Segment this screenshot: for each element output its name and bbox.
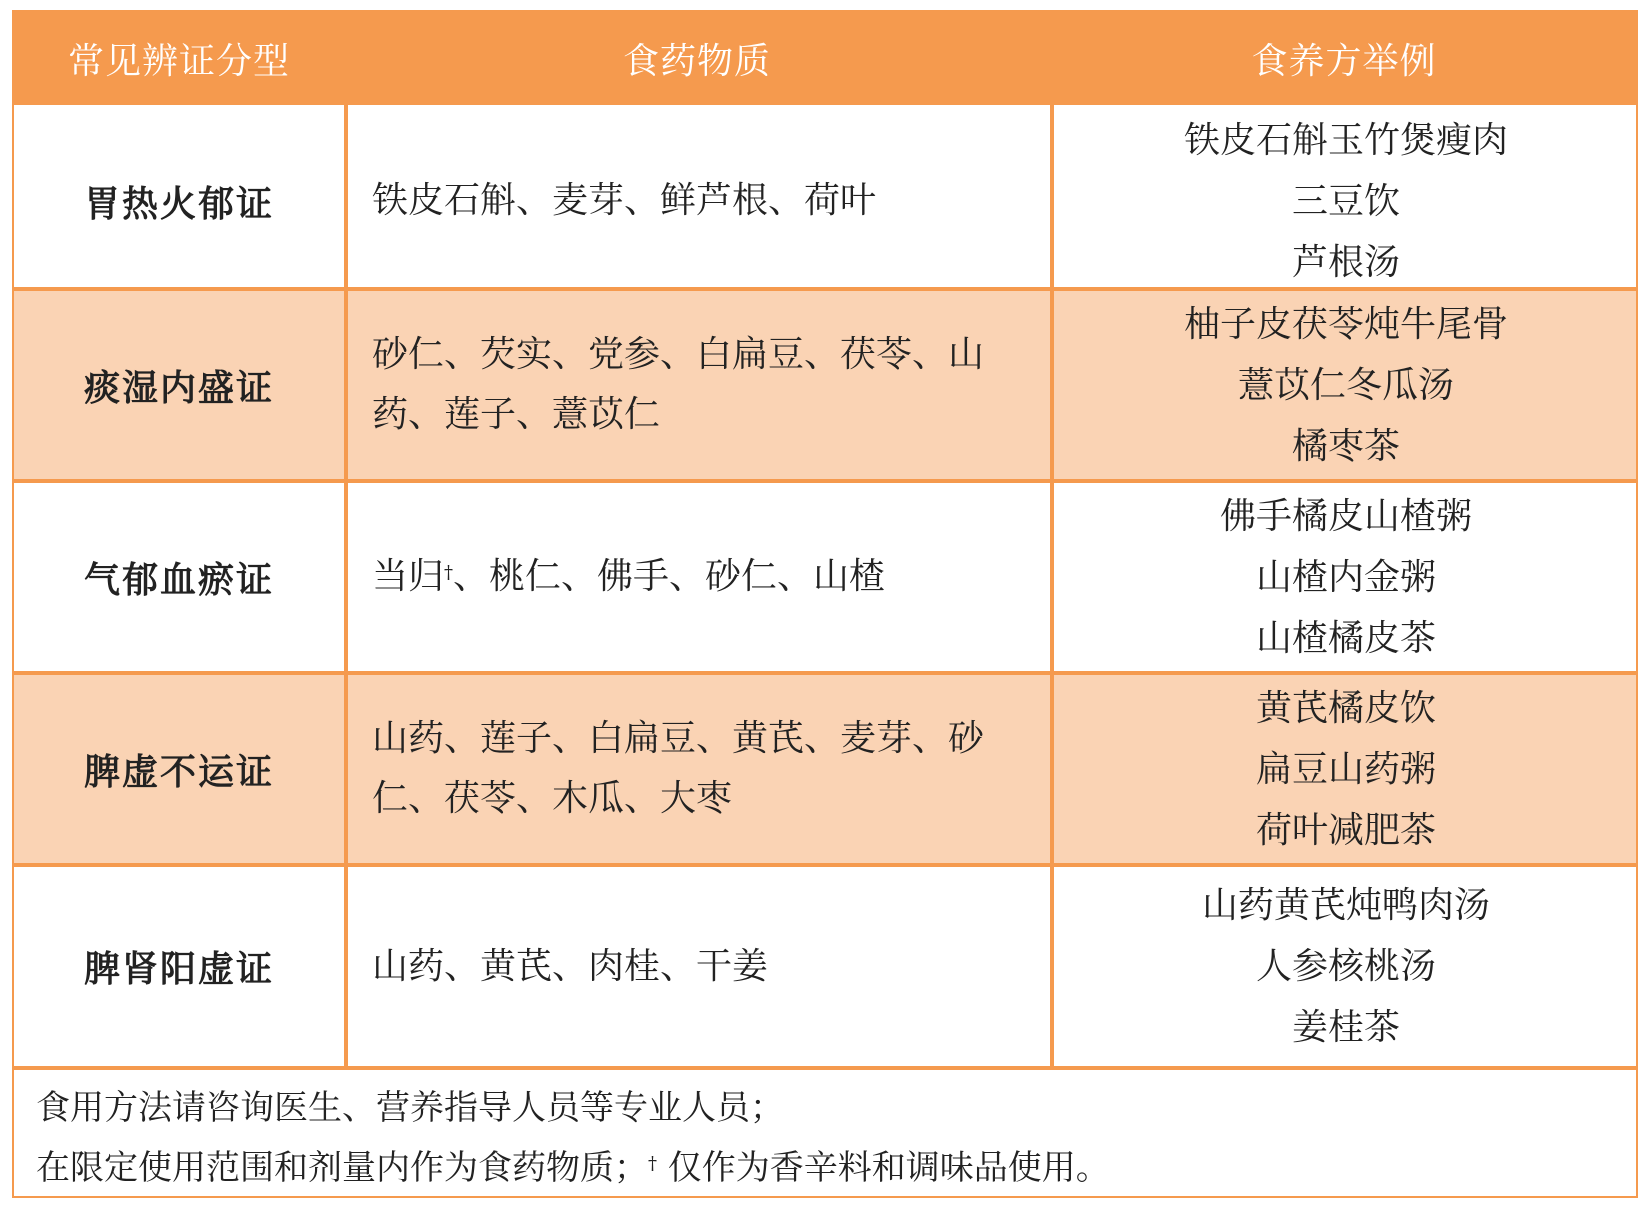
- dagger-mark: †: [444, 562, 454, 583]
- recipe-item: 薏苡仁冬瓜汤: [1237, 364, 1454, 406]
- table-row: [14, 105, 1636, 297]
- medicine-cell: [344, 291, 1050, 479]
- recipe-item: 橘枣茶: [1291, 425, 1400, 467]
- table-row: [14, 479, 1636, 671]
- recipe-item: 柚子皮茯苓炖牛尾骨: [1183, 303, 1508, 345]
- recipe-item: 荷叶减肥茶: [1255, 809, 1436, 851]
- dagger-mark: †: [648, 1153, 657, 1174]
- medicine-text: 山药、黄芪、肉桂、干姜: [372, 945, 769, 987]
- diet-therapy-table: [12, 10, 1638, 1198]
- medicine-cell: [344, 105, 1050, 297]
- recipe-item: 佛手橘皮山楂粥: [1219, 495, 1472, 537]
- recipe-cell: [1050, 291, 1638, 479]
- recipe-item: 山药黄芪炖鸭肉汤: [1201, 885, 1490, 926]
- recipe-item: 三豆饮: [1291, 180, 1400, 222]
- footnote-text: 在限定使用范围和剂量内作为食药物质；: [36, 1148, 648, 1188]
- medicine-text: [372, 547, 885, 607]
- recipe-cell: [1050, 867, 1638, 1066]
- table-header: [14, 12, 1636, 105]
- header-medicine-food: 食药物质: [622, 41, 771, 82]
- footnote-line: 食用方法请咨询医生、营养指导人员等专业人员；: [36, 1088, 784, 1128]
- medicine-text: 砂仁、芡实、党参、白扁豆、茯苓、山药、莲子、薏苡仁: [372, 334, 985, 435]
- table-row: [14, 287, 1636, 479]
- syndrome-cell: 脾肾阳虚证: [83, 948, 274, 990]
- recipe-item: 姜桂茶: [1291, 1007, 1400, 1048]
- recipe-item: 扁豆山药粥: [1255, 748, 1436, 790]
- footnote-text: 仅作为香辛料和调味品使用。: [657, 1148, 1110, 1188]
- recipe-item: 芦根汤: [1291, 241, 1400, 283]
- syndrome-cell: 脾虚不运证: [83, 750, 274, 793]
- table-footnote: [14, 1066, 1636, 1198]
- recipe-item: 山楂橘皮茶: [1255, 617, 1436, 659]
- header-recipe-examples: 食养方举例: [1251, 41, 1437, 82]
- recipe-item: 铁皮石斛玉竹煲瘦肉: [1183, 119, 1508, 161]
- syndrome-cell: 胃热火郁证: [83, 182, 274, 225]
- table-row: [14, 863, 1636, 1066]
- syndrome-cell: 气郁血瘀证: [83, 558, 274, 601]
- medicine-text-part: 、桃仁、佛手、砂仁、山楂: [453, 556, 886, 597]
- medicine-text: 铁皮石斛、麦芽、鲜芦根、荷叶: [372, 180, 877, 221]
- syndrome-cell: 痰湿内盛证: [83, 366, 274, 409]
- medicine-text-part: 当归: [372, 556, 445, 597]
- recipe-item: 人参核桃汤: [1255, 946, 1436, 987]
- medicine-cell: [344, 867, 1050, 1066]
- medicine-text: 山药、莲子、白扁豆、黄芪、麦芽、砂仁、茯苓、木瓜、大枣: [372, 718, 985, 819]
- table-row: [14, 671, 1636, 863]
- recipe-cell: [1050, 675, 1638, 863]
- medicine-cell: [344, 675, 1050, 863]
- recipe-item: 山楂内金粥: [1255, 556, 1436, 598]
- recipe-cell: [1050, 483, 1638, 671]
- medicine-cell: [344, 483, 1050, 671]
- recipe-item: 黄芪橘皮饮: [1255, 687, 1436, 729]
- header-syndrome-type: 常见辨证分型: [67, 41, 290, 82]
- footnote-line: [36, 1138, 1636, 1198]
- recipe-cell: [1050, 105, 1638, 297]
